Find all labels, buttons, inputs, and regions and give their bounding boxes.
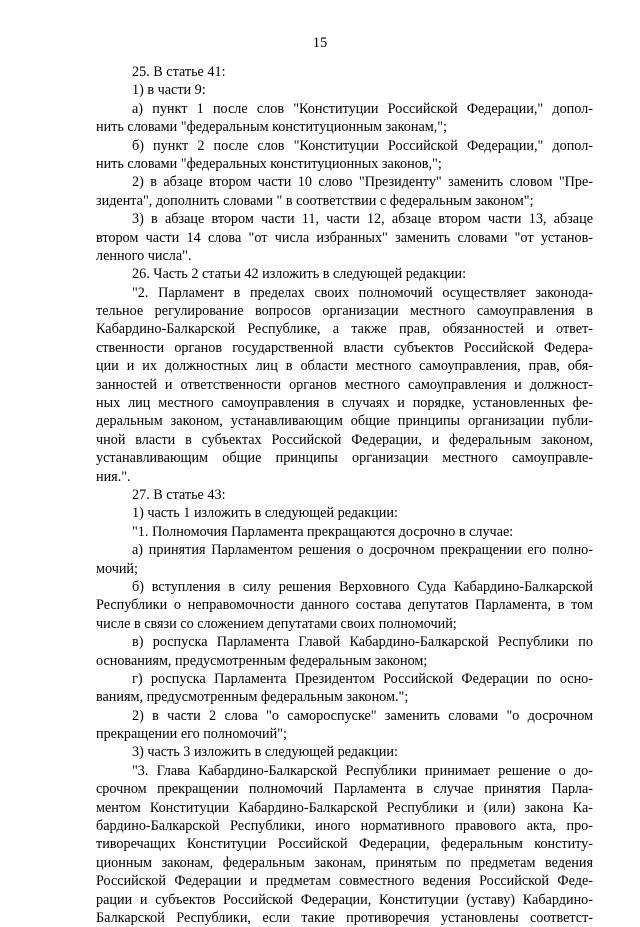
text-line: ственности органов государственной власти субъектов Российской Федера- — [96, 339, 593, 356]
text-line: занностей и ответственности органов местного самоуправления и должност- — [96, 376, 593, 393]
text-line: устанавливающим общие принципы организации местного самоуправле- — [96, 450, 593, 467]
text-line: мочий; — [96, 560, 138, 577]
text-line: ментом Конституции Кабардино-Балкарской Республики и (или) закона Ка- — [96, 799, 593, 816]
text-line: а) пункт 1 после слов "Конституции Российской Федерации," допол- — [132, 100, 593, 117]
text-line: зидента", дополнить словами " в соответствии с федеральным законом"; — [96, 192, 534, 209]
text-line: Балкарской Республики, если такие противоречия установлены соответст- — [96, 909, 593, 926]
text-line: ции и их должностных лиц в области местного самоуправления, прав, обя- — [96, 358, 593, 375]
text-line: "3. Глава Кабардино-Балкарской Республики принимает решение о до- — [132, 762, 593, 779]
text-line: прекращении его полномочий"; — [96, 726, 287, 743]
text-line: ния.". — [96, 468, 131, 485]
text-line: 26. Часть 2 статьи 42 изложить в следующей редакции: — [132, 266, 467, 283]
text-line: Республики о неправомочности данного состава депутатов Парламента, в том — [96, 597, 593, 614]
page-number: 15 — [312, 35, 328, 51]
text-line: основаниям, предусмотренным федеральным законом; — [96, 652, 428, 669]
text-line: а) принятия Парламентом решения о досрочном прекращении его полно- — [132, 542, 593, 559]
text-line: "1. Полномочия Парламента прекращаются досрочно в случае: — [132, 523, 514, 540]
text-line: Российской Федерации и предметам совместного ведения Российской Феде- — [96, 873, 593, 890]
text-line: бардино-Балкарской Республики, иного нормативного правового акта, про- — [96, 818, 593, 835]
text-line: ционным законам, федеральным законам, принятым по предметам ведения — [96, 854, 593, 871]
text-line: 3) в абзаце втором части 11, части 12, абзаце втором части 13, абзаце — [132, 211, 593, 228]
text-line: числе в связи со сложением депутатами своих полномочий; — [96, 615, 457, 632]
text-line: 1) в части 9: — [132, 82, 206, 99]
text-line: рации и субъектов Российской Федерации, Конституции (уставу) Кабардино- — [96, 891, 593, 908]
text-line: 3) часть 3 изложить в следующей редакции: — [132, 744, 398, 761]
text-line: ваниям, предусмотренным федеральным законом."; — [96, 689, 409, 706]
text-line: б) вступления в силу решения Верховного Суда Кабардино-Балкарской — [132, 578, 593, 595]
text-line: нить словами "федеральным конституционным законам,"; — [96, 119, 448, 136]
text-line: чной власти в субъектах Российской Федерации, и федеральным законом, — [96, 431, 593, 448]
text-line: тиворечащих Конституции Российской Федерации, федеральным конститу- — [96, 836, 593, 853]
text-line: срочном прекращении полномочий Парламента в случае принятия Парла- — [96, 781, 593, 798]
text-line: 1) часть 1 изложить в следующей редакции: — [132, 505, 398, 522]
text-line: деральным законом, устанавливающим общие принципы организации публи- — [96, 413, 593, 430]
text-line: ленного числа". — [96, 247, 192, 264]
document-body — [96, 63, 593, 927]
text-line: Кабардино-Балкарской Республике, а также прав, обязанностей и ответ- — [96, 321, 593, 338]
text-line: тельное регулирование вопросов организации местного самоуправления в — [96, 303, 593, 320]
text-line: 27. В статье 43: — [132, 486, 226, 503]
text-line: нить словами "федеральных конституционных законов,"; — [96, 155, 442, 172]
text-line: 2) в части 2 слова "о самороспуске" заменить словами "о досрочном — [132, 707, 593, 724]
text-line: в) роспуска Парламента Главой Кабардино-Балкарской Республики по — [132, 634, 593, 651]
text-line: 25. В статье 41: — [132, 64, 226, 80]
text-line: втором части 14 слова "от числа избранных" заменить словами "от установ- — [96, 229, 593, 246]
text-line: ных лиц местного самоуправления в случаях и порядке, установленных фе- — [96, 395, 593, 412]
text-line: б) пункт 2 после слов "Конституции Российской Федерации," допол- — [132, 137, 593, 154]
text-line: "2. Парламент в пределах своих полномочий осуществляет законода- — [132, 284, 593, 301]
text-line: г) роспуска Парламента Президентом Российской Федерации по осно- — [132, 670, 593, 687]
text-line: 2) в абзаце втором части 10 слово "Президенту" заменить словом "Пре- — [132, 174, 593, 191]
